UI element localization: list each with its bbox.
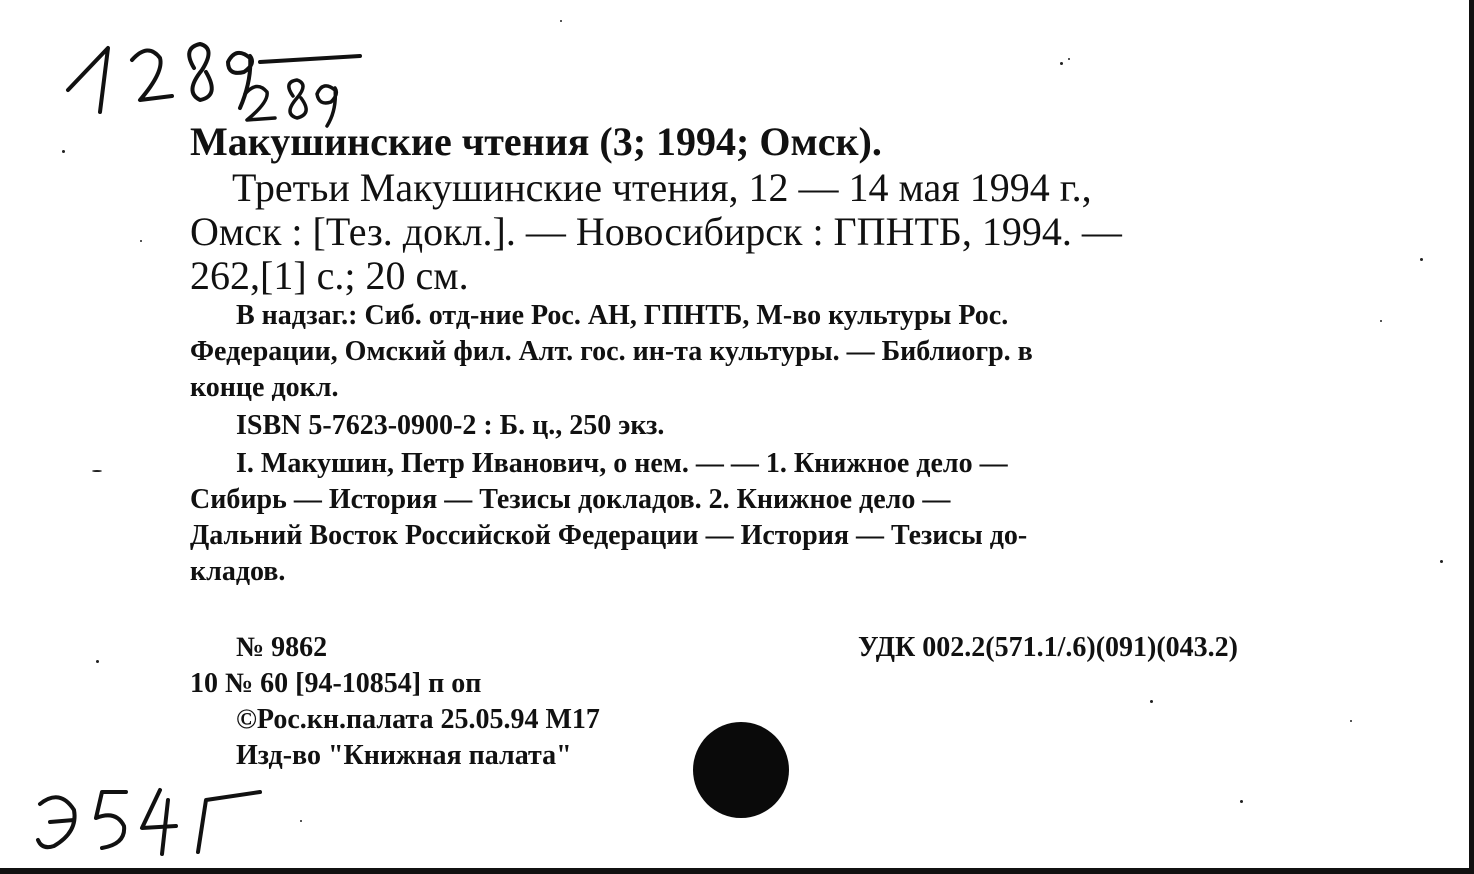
speck	[1380, 320, 1382, 322]
speck	[1240, 800, 1243, 803]
speck	[1350, 720, 1352, 722]
title-line-1: Третьи Макушинские чтения, 12 — 14 мая 1994 г.,	[232, 165, 1092, 210]
speck	[1420, 258, 1423, 261]
card-edge-right	[1469, 0, 1474, 874]
entry-heading: Макушинские чтения (3; 1994; Омск).	[190, 119, 882, 164]
subject-line-1: I. Макушин, Петр Иванович, о нем. — — 1. Книжное дело —	[236, 448, 1008, 479]
isbn-line: ISBN 5-7623-0900-2 : Б. ц., 250 экз.	[236, 410, 665, 441]
speck	[1068, 58, 1070, 60]
subject-line-3: Дальний Восток Российской Федерации — История — Тезисы до-	[190, 520, 1028, 551]
publisher-line: Изд-во "Книжная палата"	[236, 740, 572, 771]
speck	[1060, 62, 1063, 65]
speck	[140, 240, 142, 242]
speck	[96, 660, 99, 663]
udc-code: УДК 002.2(571.1/.6)(091)(043.2)	[858, 632, 1239, 663]
speck	[1440, 560, 1443, 563]
handwritten-mark-954g	[30, 770, 270, 870]
punch-hole	[693, 722, 789, 818]
card-number: № 9862	[236, 632, 328, 663]
speck	[92, 470, 102, 472]
card-edge-bottom	[0, 868, 1474, 874]
copyright-line: ©Рос.кн.палата 25.05.94 М17	[236, 704, 600, 735]
note-line-1: В надзаг.: Сиб. отд-ние Рос. АН, ГПНТБ, М-во культуры Рос.	[236, 300, 1009, 331]
subject-line-4: кладов.	[190, 556, 286, 587]
title-line-3: 262,[1] с.; 20 см.	[190, 253, 469, 298]
speck	[1150, 700, 1153, 703]
title-line-2: Омск : [Тез. докл.]. — Новосибирск : ГПНТБ, 1994. —	[190, 209, 1122, 254]
speck	[62, 150, 65, 153]
speck	[560, 20, 562, 22]
order-line: 10 № 60 [94-10854] п оп	[190, 668, 482, 699]
note-line-2: Федерации, Омский фил. Алт. гос. ин-та культуры. — Библиогр. в	[190, 336, 1033, 367]
subject-line-2: Сибирь — История — Тезисы докладов. 2. Книжное дело —	[190, 484, 951, 515]
note-line-3: конце докл.	[190, 372, 339, 403]
speck	[300, 820, 302, 822]
